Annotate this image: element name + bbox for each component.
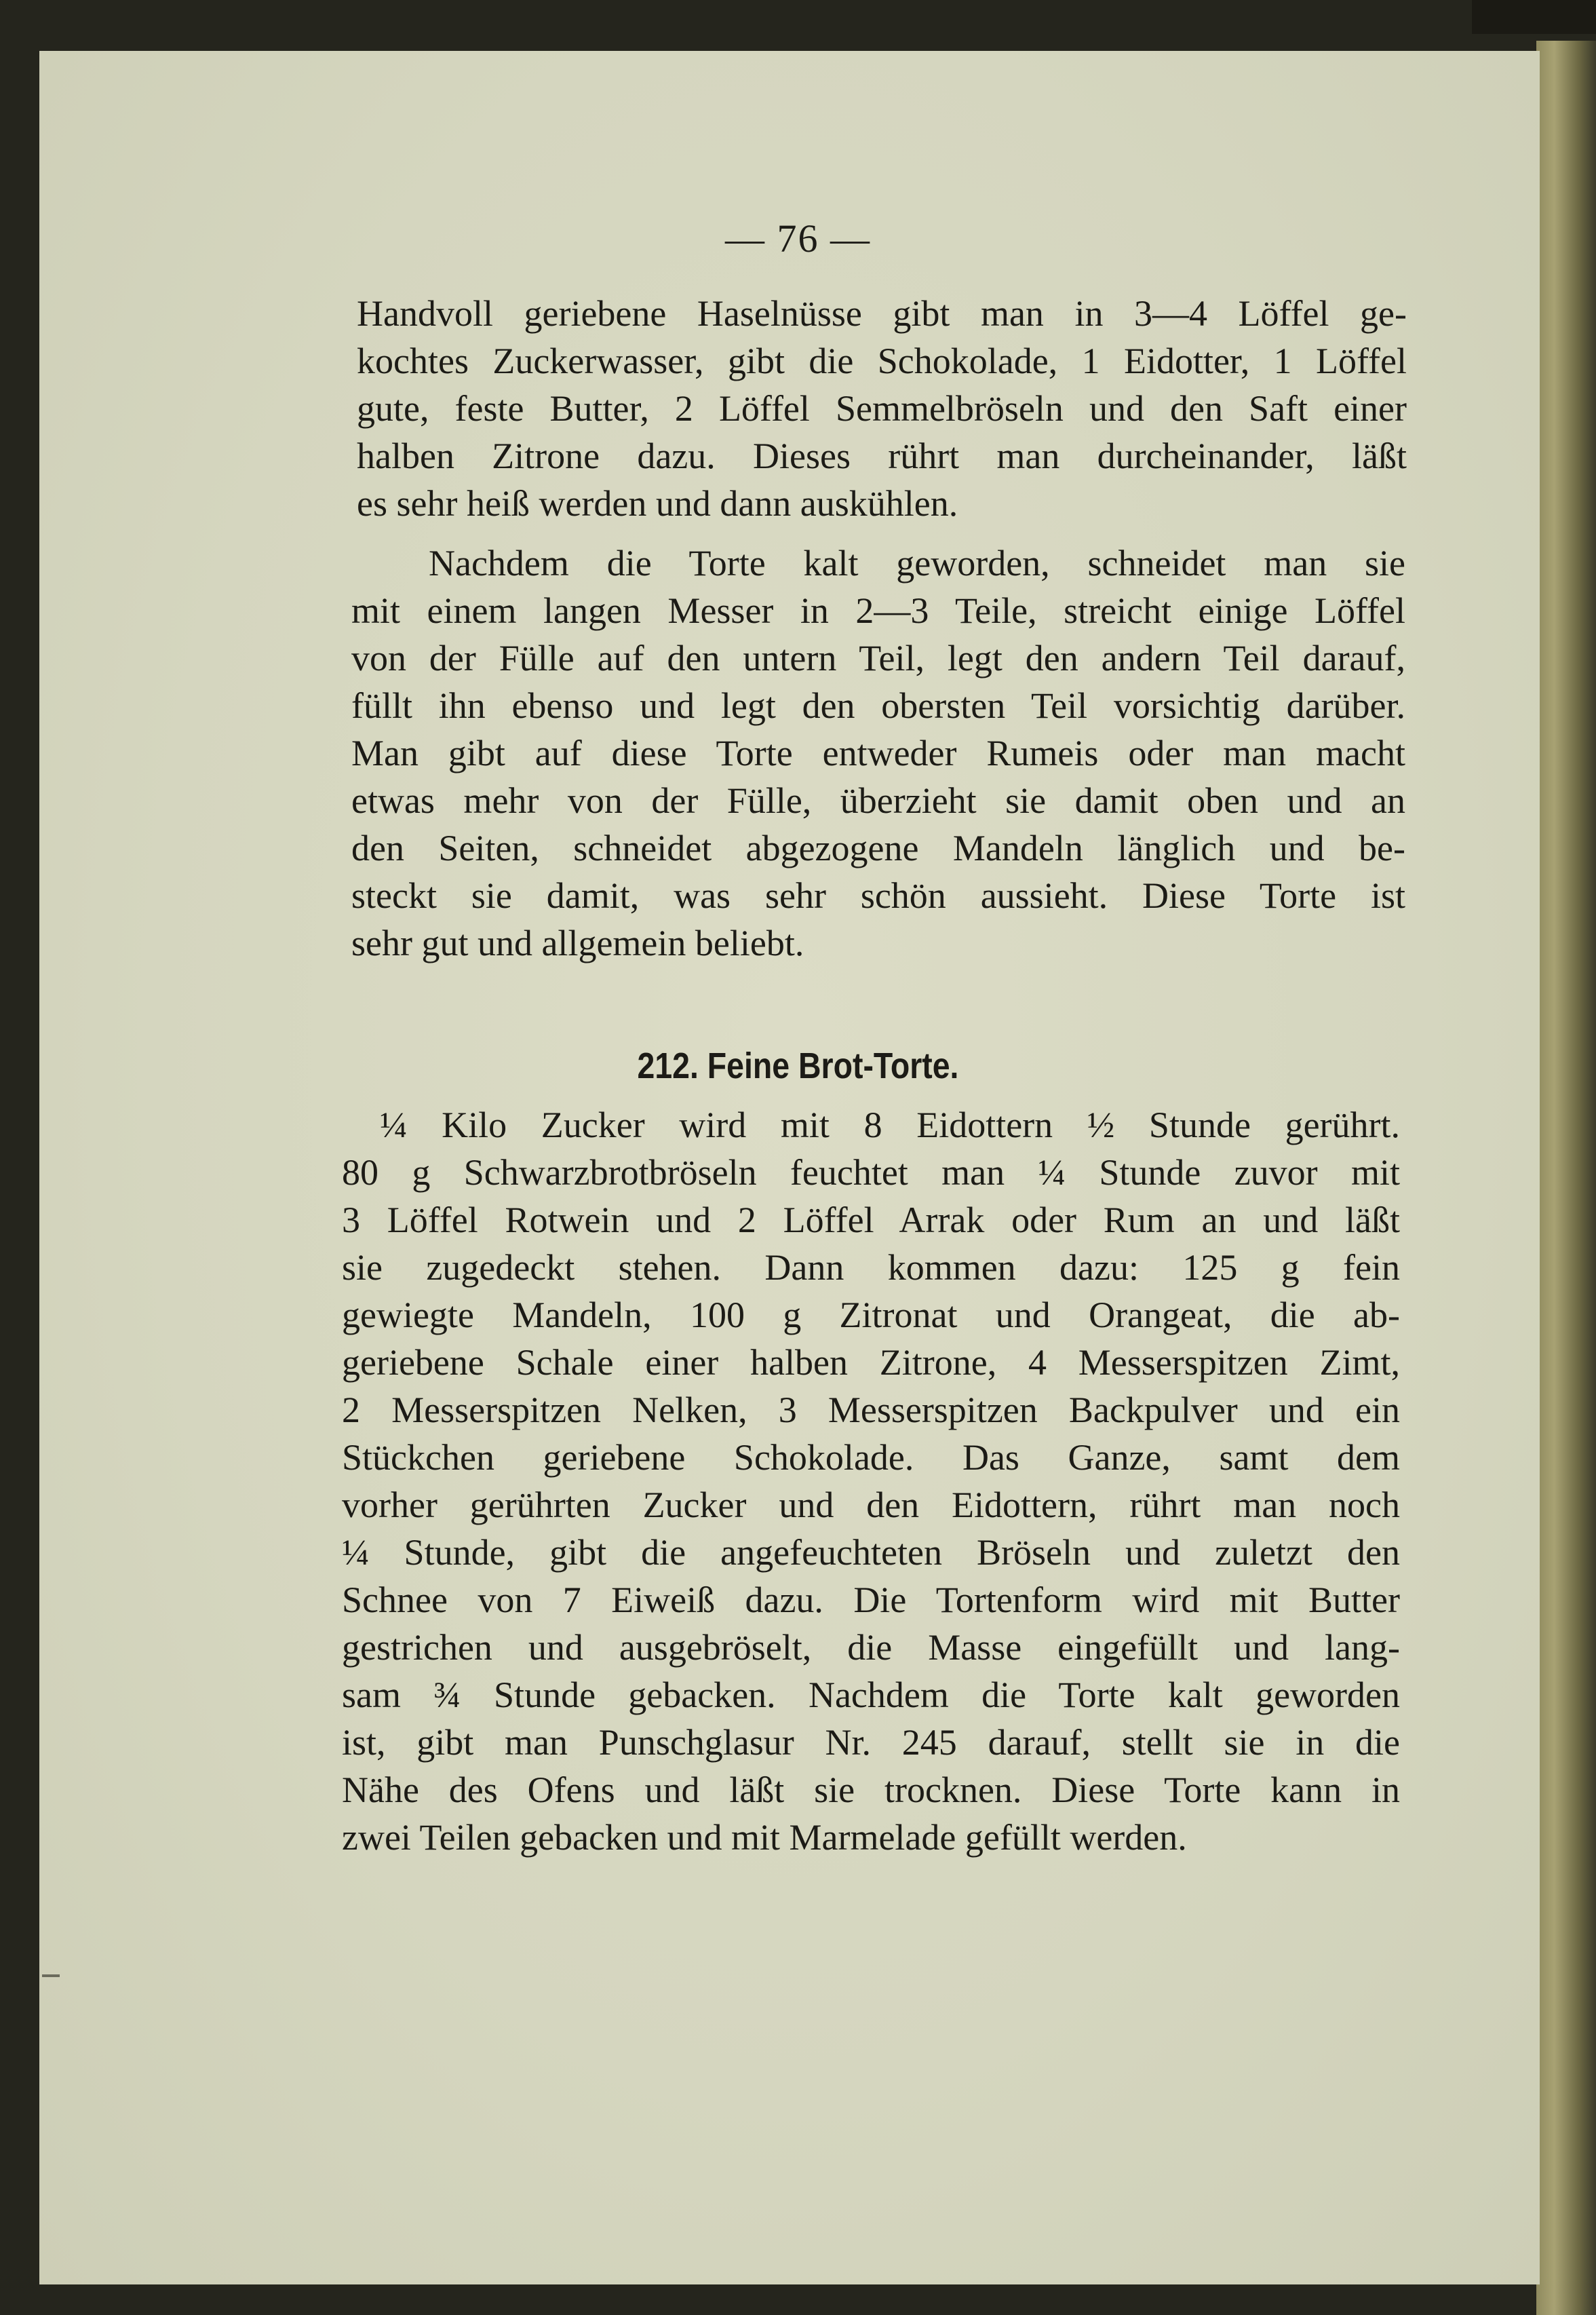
paragraph-line: den Seiten, schneidet abgezogene Mandeln länglich und be- <box>351 828 1405 868</box>
paragraph-line: Man gibt auf diese Torte entweder Rumeis oder man macht <box>351 733 1405 773</box>
paragraph-line: mit einem langen Messer in 2—3 Teile, streicht einige Löffel <box>351 590 1405 631</box>
margin-mark <box>42 1974 60 1977</box>
recipe-line: gewiegte Mandeln, 100 g Zitronat und Orangeat, die ab- <box>342 1295 1400 1335</box>
recipe-line: Stückchen geriebene Schokolade. Das Ganze, samt dem <box>342 1437 1400 1478</box>
paragraph-line: sehr gut und allgemein beliebt. <box>351 923 804 963</box>
page-number: — 76 — <box>725 216 871 261</box>
recipe-line: 3 Löffel Rotwein und 2 Löffel Arrak oder Rum an und läßt <box>342 1200 1400 1240</box>
recipe-line: Nähe des Ofens und läßt sie trocknen. Diese Torte kann in <box>342 1769 1400 1810</box>
recipe-line: ¼ Kilo Zucker wird mit 8 Eidottern ½ Stunde gerührt. <box>380 1105 1400 1145</box>
paragraph-line: es sehr heiß werden und dann auskühlen. <box>357 483 958 524</box>
recipe-line: zwei Teilen gebacken und mit Marmelade gefüllt werden. <box>342 1817 1187 1858</box>
recipe-line: ist, gibt man Punschglasur Nr. 245 darauf, stellt sie in die <box>342 1722 1400 1763</box>
paragraph-line: kochtes Zuckerwasser, gibt die Schokolade, 1 Eidotter, 1 Löffel <box>357 341 1407 381</box>
recipe-line: Schnee von 7 Eiweiß dazu. Die Tortenform wird mit Butter <box>342 1580 1400 1620</box>
recipe-line: geriebene Schale einer halben Zitrone, 4 Messerspitzen Zimt, <box>342 1342 1400 1383</box>
paragraph-line: Handvoll geriebene Haselnüsse gibt man in 3—4 Löffel ge- <box>357 293 1407 334</box>
paragraph-line: etwas mehr von der Fülle, überzieht sie damit oben und an <box>351 780 1405 821</box>
paragraph-line: Nachdem die Torte kalt geworden, schneidet man sie <box>429 543 1405 583</box>
recipe-line: sie zugedeckt stehen. Dann kommen dazu: 125 g fein <box>342 1247 1400 1288</box>
paragraph-line: gute, feste Butter, 2 Löffel Semmelbröseln und den Saft einer <box>357 388 1407 429</box>
recipe-line: ¼ Stunde, gibt die angefeuchteten Bröseln und zuletzt den <box>342 1532 1400 1573</box>
recipe-line: sam ¾ Stunde gebacken. Nachdem die Torte kalt geworden <box>342 1675 1400 1715</box>
paragraph-line: von der Fülle auf den untern Teil, legt den andern Teil darauf, <box>351 638 1405 678</box>
paragraph-line: steckt sie damit, was sehr schön aussieht. Diese Torte ist <box>351 875 1405 916</box>
recipe-line: gestrichen und ausgebröselt, die Masse eingefüllt und lang- <box>342 1627 1400 1668</box>
recipe-line: 2 Messerspitzen Nelken, 3 Messerspitzen Backpulver und ein <box>342 1390 1400 1430</box>
paragraph-line: füllt ihn ebenso und legt den obersten Teil vorsichtig darüber. <box>351 685 1405 726</box>
paragraph-line: halben Zitrone dazu. Dieses rührt man durcheinander, läßt <box>357 436 1407 476</box>
recipe-line: vorher gerührten Zucker und den Eidottern, rührt man noch <box>342 1485 1400 1525</box>
recipe-line: 80 g Schwarzbrotbröseln feuchtet man ¼ Stunde zuvor mit <box>342 1152 1400 1193</box>
recipe-heading: 212. Feine Brot-Torte. <box>637 1046 959 1086</box>
